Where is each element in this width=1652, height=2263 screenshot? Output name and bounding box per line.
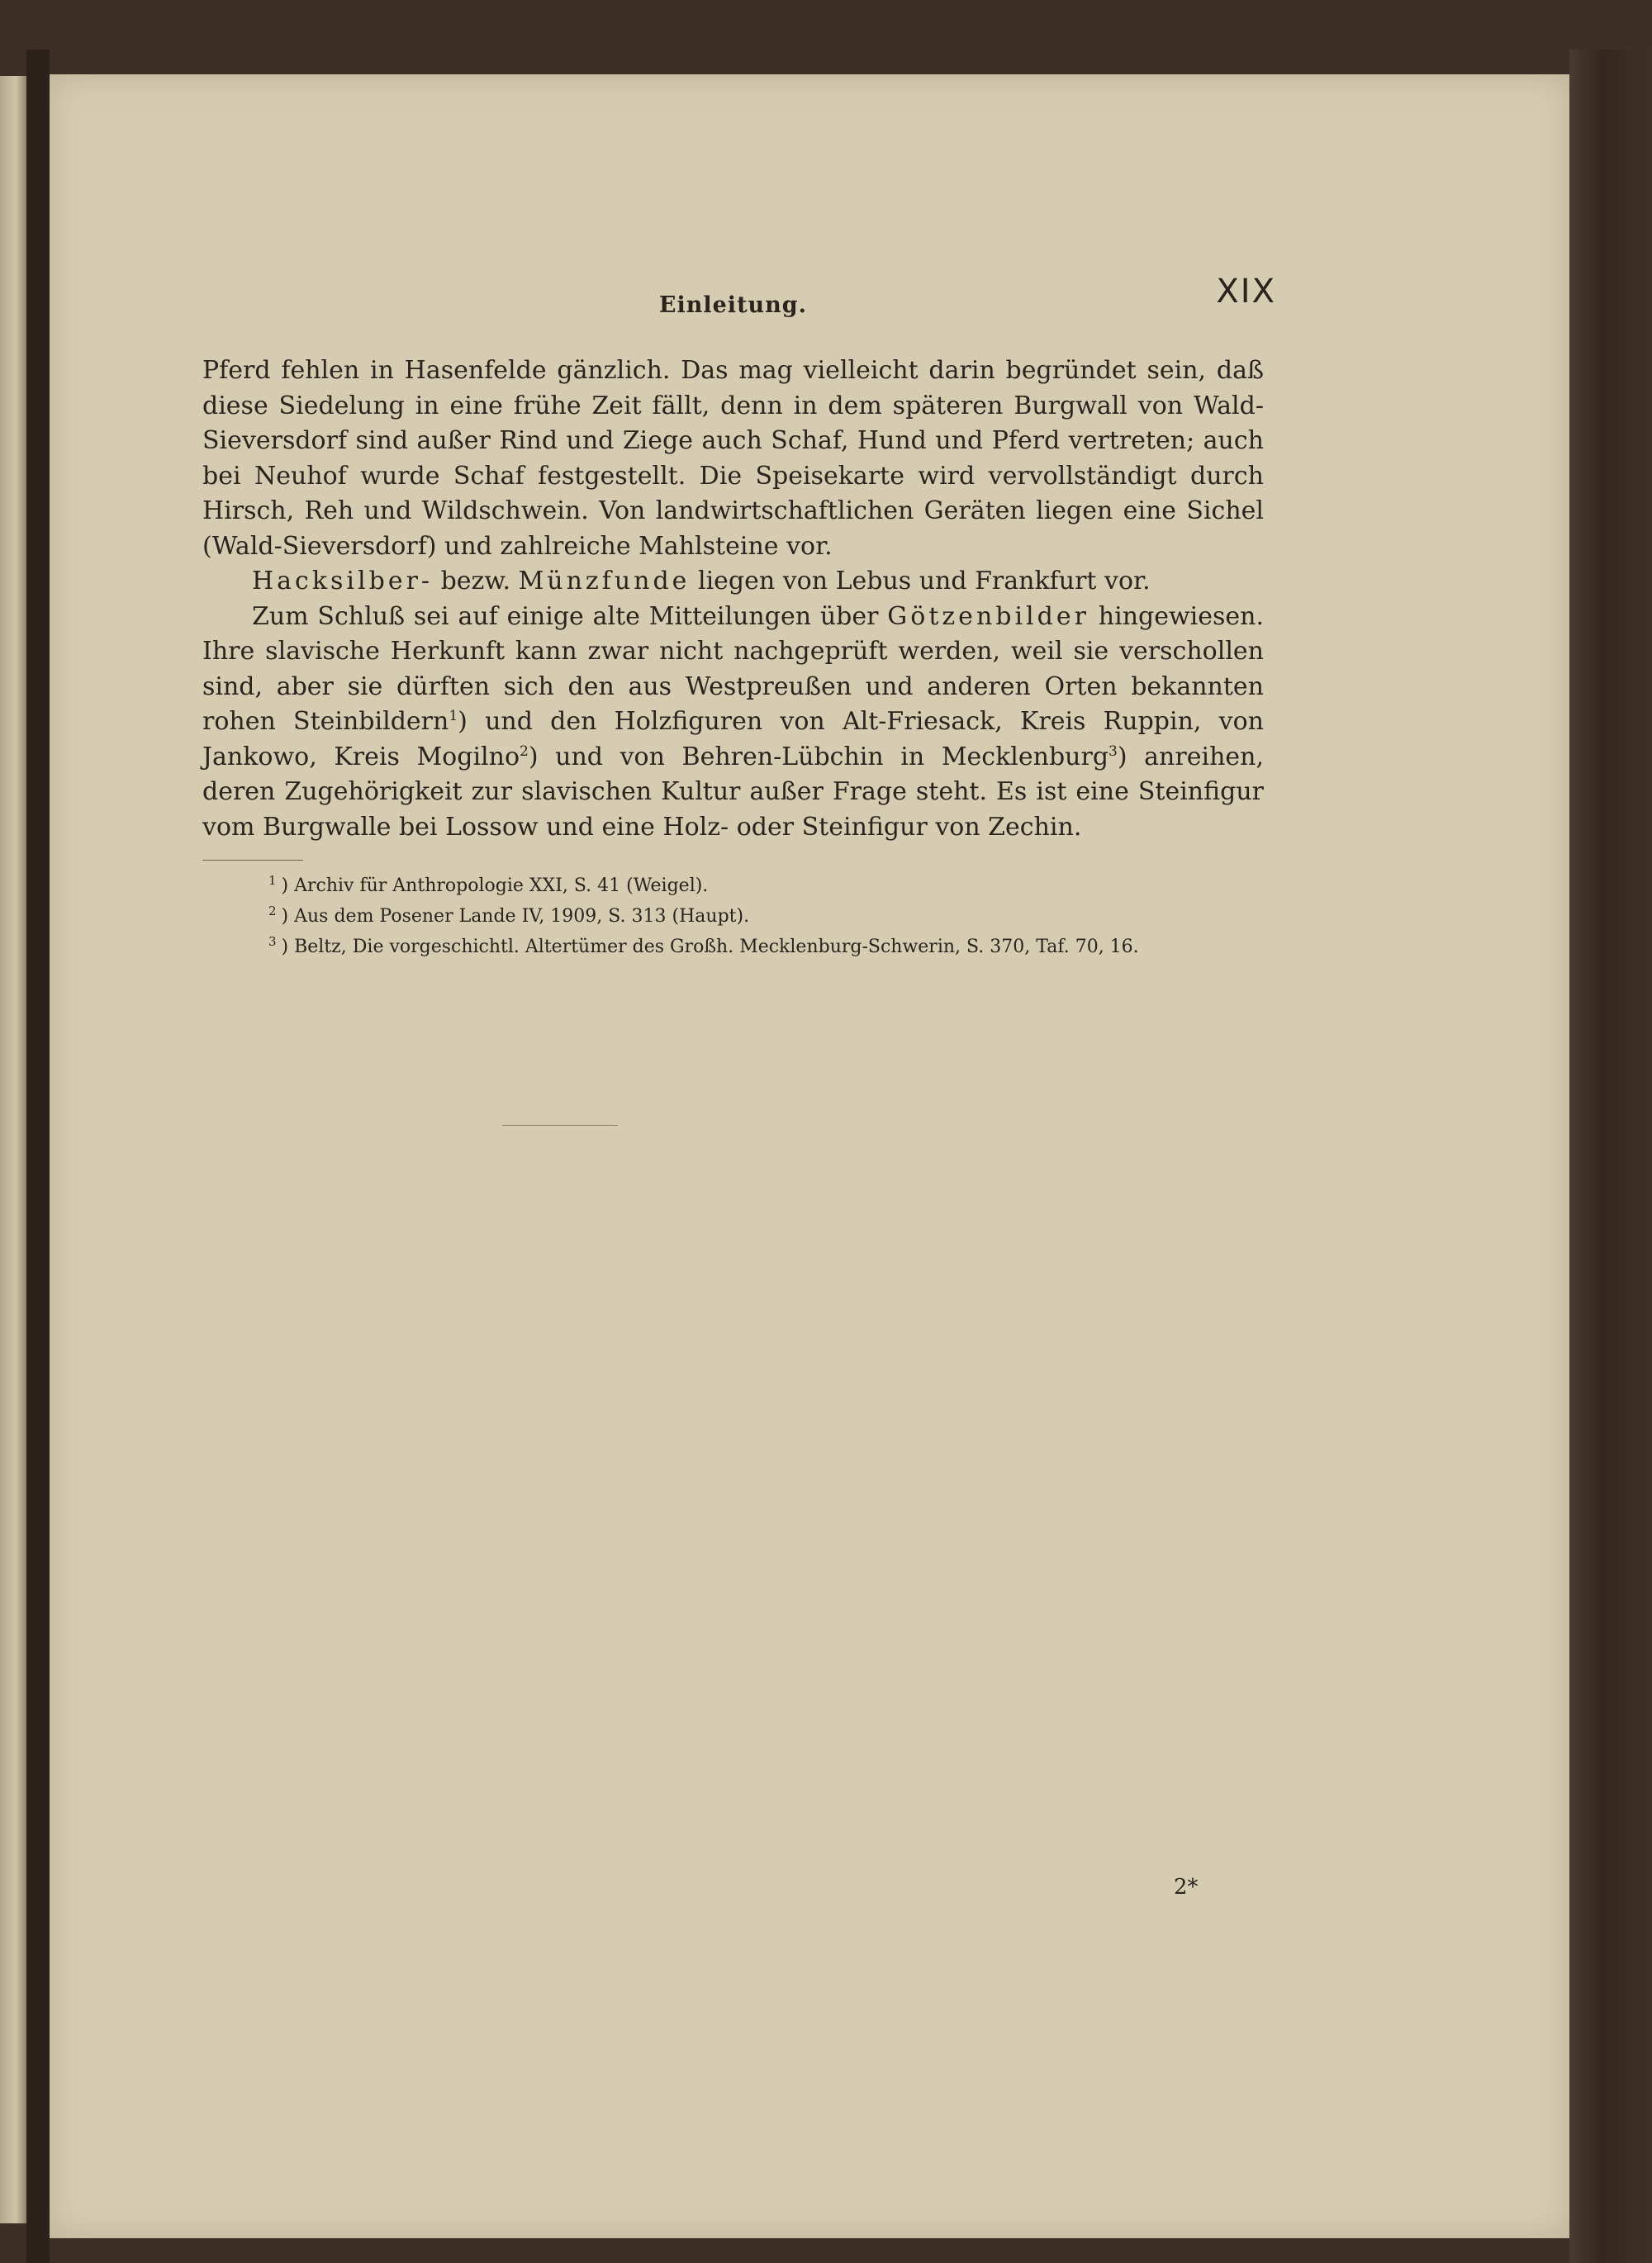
paragraph-2 bbox=[202, 564, 1264, 600]
running-head bbox=[202, 273, 1276, 330]
footnote-ref-3[interactable]: 3 bbox=[1108, 742, 1118, 760]
spaced-term: Götzenbilder bbox=[887, 601, 1089, 631]
paragraph-2-middle: bezw. bbox=[433, 567, 519, 595]
footnote-2 bbox=[268, 901, 1264, 932]
footnote-3 bbox=[268, 932, 1264, 962]
footnote-marker: 3 bbox=[268, 933, 277, 949]
footnote-text: ) Beltz, Die vorgeschichtl. Altertümer des Großh. Mecklenburg-Schwerin, S. 370, Taf. 70, 16. bbox=[281, 937, 1139, 957]
spaced-term: Hacksilber- bbox=[252, 567, 434, 595]
paragraph-3-part1: Zum Schluß sei auf einige alte Mitteilungen über bbox=[252, 601, 888, 631]
footnote-separator bbox=[202, 860, 303, 861]
footnote-marker: 1 bbox=[268, 872, 277, 888]
footnote-marker: 2 bbox=[268, 903, 277, 918]
paragraph-3-part3: ) und den Holzfiguren von Alt-Friesack, Kreis Ruppin, von Jankowo, Kreis Mogilno bbox=[202, 707, 1264, 771]
page-content bbox=[202, 273, 1276, 962]
paragraph-2-rest: liegen von Lebus und Frankfurt vor. bbox=[690, 567, 1151, 595]
paragraph-1: Pferd fehlen in Hasenfelde gänzlich. Das mag vielleicht darin begründet sein, daß diese Siedelung in eine frühe Zeit fällt, denn in dem späteren Burgwall von Wald-Sieversdorf sind außer Rind und Ziege auch Schaf, Hund und Pferd vertreten; auch bei Neuhof wurde Schaf festgestellt. Die Speisekarte wird vervollständigt durch Hirsch, Reh und Wildschwein. Von landwirtschaftlichen Geräten liegen eine Sichel (Wald-Sieversdorf) und zahlreiche Mahlsteine vor. bbox=[202, 356, 1264, 561]
end-rule bbox=[502, 1125, 618, 1126]
footnote-text: ) Aus dem Posener Lande IV, 1909, S. 313 (Haupt). bbox=[281, 906, 750, 927]
body-text bbox=[202, 353, 1264, 845]
footnote-ref-1[interactable]: 1 bbox=[449, 708, 458, 724]
book-gutter bbox=[26, 50, 50, 2263]
page-number: XIX bbox=[1216, 273, 1276, 311]
book-cover-edge bbox=[1569, 50, 1652, 2263]
footnote-text: ) Archiv für Anthropologie XXI, S. 41 (Weigel). bbox=[281, 875, 709, 896]
footnotes bbox=[202, 871, 1264, 962]
paragraph-3-part2: hingewiesen. Ihre slavische Herkunft kann zwar nicht nachgeprüft werden, weil sie verschollen sind, aber sie dürften sich den aus Westpreußen und anderen Orten bekannten rohen Steinbildern bbox=[202, 601, 1265, 736]
sheet-signature: 2* bbox=[1174, 1875, 1199, 1900]
running-head-title: Einleitung. bbox=[658, 292, 808, 318]
paragraph-3 bbox=[202, 600, 1264, 846]
paragraph-3-part5: ) anreihen, deren Zugehörigkeit zur slavischen Kultur außer Frage steht. Es ist eine Steinfigur vom Burgwalle bei Lossow und eine Holz- oder Steinfigur von Zechin. bbox=[202, 742, 1264, 842]
paragraph-3-part4: ) und von Behren-Lübchin in Mecklenburg bbox=[528, 742, 1109, 771]
spaced-term: Münzfunde bbox=[518, 567, 691, 595]
footnote-1 bbox=[268, 871, 1264, 901]
left-page-edge bbox=[0, 76, 26, 2223]
footnote-ref-2[interactable]: 2 bbox=[520, 742, 529, 760]
